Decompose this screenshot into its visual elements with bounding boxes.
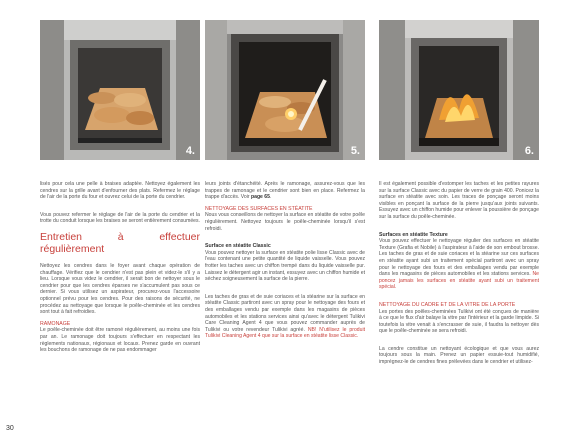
paragraph: Le poêle-cheminée doit être ramoné régulièrement, au moins une fois par an. Le ramonage doit toujours s'effectuer en respectant les règlements nationaux, régionaux et locaux. Prenez garde en ouvrant les bouchons de ramonage de ne pas endommager <box>40 327 200 354</box>
paragraph: Les taches de gras et de suie coriaces et la stéarine sur la surface en stéatite Classic partiront avec un spray pour le nettoyage des fours et des emballages vendu par exemple dans les magasins de pièces automobiles et les stations services ainsi qu'avec le détergent Tulikivi Care Cleaning Agent 4 que vous pouvez commander auprès de Tulikivi ou votre revendeur Tulikivi agréé. NB! N'utilisez le produit Tulikivi Cleaning Agent 4 que sur la surface en stéatite lisse Classic. <box>205 293 365 340</box>
subheading-classic: Surface en stéatite Classic <box>205 243 271 250</box>
step-number: 4. <box>185 145 195 157</box>
warning-note: Ne poncez jamais les surfaces en stéatite ayant subi un traitement spécial. <box>379 271 539 291</box>
page-link[interactable]: page 65 <box>251 194 270 201</box>
step-number: 6. <box>524 145 534 157</box>
paragraph: Les portes des poêles-cheminées Tulikivi ont été conçues de manière à ce que le flux d'air balaye la vitre par l'intérieur et la garde limpide. Si toutefois la vitre venait à s'encrasser de suie, il faudra la nettoyer dès que le poêle-cheminée se sera refroidi. <box>379 308 539 335</box>
stove-illustration <box>40 20 200 160</box>
warning-note: NB! N'utilisez le produit Tulikivi Cleaning Agent 4 que sur la surface en stéatite lisse Classic. <box>205 326 365 340</box>
text-column-3 <box>379 181 539 371</box>
paragraph: Il est également possible d'estomper les taches et les petites rayures sur la surface Classic avec du papier de verre de grain 400. Ponicez la surface en stéatite avec soin. Les traces de ponçage seront moins visibles en ponçant la surface de la pierre jusqu'aux joints suivants. Essuyez avec un chiffon humide pour enlever la poussière de ponçage sur la surface du poêle-cheminée. <box>379 181 539 220</box>
stove-illustration <box>205 20 365 160</box>
paragraph: Nettoyez les cendres dans le foyer avant chaque opération de chauffage. Vérifiez que le cendrier n'est pas plein et videz-le s'il y a lieu. Lorsque vous videz le cendrier, il serait bon de nettoyer sous le cendrier pour que les cendres éparses ne s'accumulent pas sous ce dernier. Si vous utilisez un aspirateur, procurez-vous l'accessoire optionnel prévu pour les cendres. Pour des raisons de sécurité, ne procédez au nettoyage que lorsque le poêle-cheminée et les cendres sont tout à fait refroidies. <box>40 262 200 316</box>
paragraph: Nous vous conseillons de nettoyer la surface en stéatite de votre poêle régulièrement. Nettoyez toujours le poêle-cheminée lorsqu'il s'est refroidi. <box>205 212 365 232</box>
section-heading: Entretien à effectuer régulièrement <box>40 230 200 255</box>
step-number: 5. <box>350 145 360 157</box>
text-column-2 <box>205 181 365 345</box>
paragraph: leurs joints d'étanchéité. Après le ramonage, assurez-vous que les trappes de ramonage et le cendrier sont bien en place. Refermez la trappe d'accès. Voir page 65. <box>205 181 365 201</box>
subheading-texture: Surfaces en stéatite Texture <box>379 231 448 238</box>
paragraph: Vous pouvez nettoyer la surface en stéatite polie lisse Classic avec de l'eau contenant une petite quantité de liquide vaisselle. Vous pouvez frotter les taches avec un chiffon trempé dans du liquide vaisselle pur. Laissez le détergent agir un instant, essuyez avec un chiffon humide et séchez soigneusement la surface de la pierre. <box>205 249 365 283</box>
subheading-ramonage: RAMONAGE <box>40 320 71 327</box>
page-number: 30 <box>6 425 14 432</box>
paragraph: Vous pouvez refermer le réglage de l'air de la porte du cendrier et la trotte du conduit lorsque les braises se seront entièrement consumées. <box>40 211 200 225</box>
subheading-door: NETTOYAGE DU CADRE ET DE LA VITRE DE LA PORTE <box>379 301 516 308</box>
paragraph: La cendre constitue un nettoyant écologique et que vous aurez toujours sous la main. Prenez un papier essuie-tout humidifié, imprégnez-le de cendres fines prélevées dans le cendrier et utilisez- <box>379 345 539 366</box>
paragraph: lisés pour cela une pelle à braises adaptée. Nettoyez également les cendres sur la grille avant d'enfourner des plats. Refermez le réglage de l'air de la porte du four et ouvrez celui de la porte du cendrier. <box>40 181 200 201</box>
photo-step-4 <box>40 20 200 160</box>
text-column-1 <box>40 181 200 359</box>
paragraph: Vous pouvez effectuer le nettoyage régulier des surfaces en stéatite Texture (Grafia et Nobile) à l'aspirateur à l'aide de son embout brosse. Les taches de gras et de suie coriaces et la stéarine sur ces surfaces en stéatite ayant subi un traitement spécial partiront avec un spray pour le nettoyage des fours et des emballages vendu par exemple dans les magasins de pièces automobiles et les stations services. Ne poncez jamais les surfaces en stéatite ayant subi un traitement spécial. <box>379 238 539 291</box>
stove-illustration <box>379 20 539 160</box>
photo-step-5 <box>205 20 365 160</box>
subheading-steatite: NETTOYAGE DES SURFACES EN STÉATITE <box>205 205 313 212</box>
photo-step-6 <box>379 20 539 160</box>
